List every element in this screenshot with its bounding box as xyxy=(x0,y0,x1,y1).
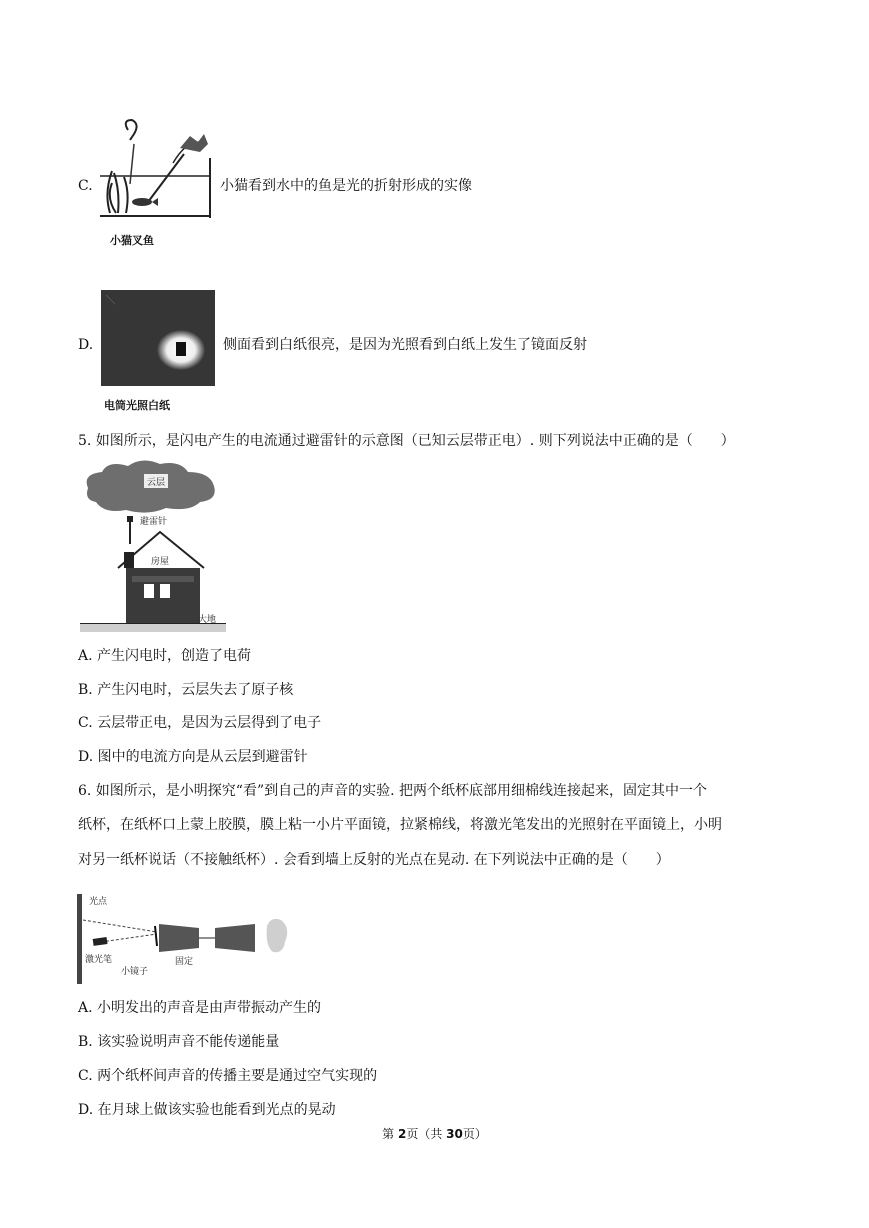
fish-cat-caption: 小猫叉鱼 xyxy=(110,234,154,247)
q5-option-d: D. 图中的电流方向是从云层到避雷针 xyxy=(78,749,308,765)
lightning-rod-figure xyxy=(80,460,226,632)
figure-label-house: 房屋 xyxy=(150,557,170,567)
figure-label-cloud: 云层 xyxy=(146,478,166,488)
q6-option-d: D. 在月球上做该实验也能看到光点的晃动 xyxy=(78,1102,336,1118)
figure-label-mirror: 小镜子 xyxy=(121,967,149,977)
figure-label-spot: 光点 xyxy=(89,897,108,907)
footer-page-number: 2 xyxy=(397,1127,407,1141)
flashlight-paper-caption: 电筒光照白纸 xyxy=(104,399,170,412)
q5-option-c: C. 云层带正电，是因为云层得到了电子 xyxy=(78,715,322,731)
q5-stem: 5. 如图所示，是闪电产生的电流通过避雷针的示意图（已知云层带正电）. 则下列说法中正确的是（ ） xyxy=(78,433,735,449)
figure-label-rod: 避雷针 xyxy=(140,517,168,527)
flashlight-paper-figure xyxy=(101,290,215,386)
q6-option-b: B. 该实验说明声音不能传递能量 xyxy=(78,1034,280,1050)
paper-cup-figure xyxy=(75,890,297,988)
q6-stem-line-2: 纸杯，在纸杯口上蒙上胶膜，膜上粘一小片平面镜，拉紧棉线，将激光笔发出的光照射在平面镜上，小明 xyxy=(78,817,722,833)
figure-label-laser: 激光笔 xyxy=(85,955,113,965)
footer-prefix: 第 xyxy=(382,1127,398,1141)
q4-option-c-letter: C. xyxy=(78,178,93,194)
q4-option-c-text: 小猫看到水中的鱼是光的折射形成的实像 xyxy=(220,178,472,194)
q5-option-b: B. 产生闪电时，云层失去了原子核 xyxy=(78,682,294,698)
q6-stem-line-3: 对另一纸杯说话（不接触纸杯）. 会看到墙上反射的光点在晃动. 在下列说法中正确的是（ ） xyxy=(78,852,670,868)
q6-option-a: A. 小明发出的声音是由声带振动产生的 xyxy=(78,1000,322,1016)
figure-label-fixed: 固定 xyxy=(175,957,194,967)
figure-label-ground: 大地 xyxy=(198,615,217,625)
page-footer xyxy=(0,1125,869,1142)
q4-option-d-text: 侧面看到白纸很亮，是因为光照看到白纸上发生了镜面反射 xyxy=(223,337,587,353)
footer-suffix: 页） xyxy=(462,1127,487,1141)
fish-cat-figure xyxy=(98,118,214,218)
footer-middle: 页（共 xyxy=(406,1127,447,1141)
q4-option-d-letter: D. xyxy=(78,337,94,353)
q5-option-a: A. 产生闪电时，创造了电荷 xyxy=(78,648,252,664)
footer-total-pages: 30 xyxy=(446,1127,463,1141)
q6-stem-line-1: 6. 如图所示，是小明探究“看”到自己的声音的实验. 把两个纸杯底部用细棉线连接起来，固定其中一个 xyxy=(78,783,708,799)
q6-option-c: C. 两个纸杯间声音的传播主要是通过空气实现的 xyxy=(78,1068,378,1084)
